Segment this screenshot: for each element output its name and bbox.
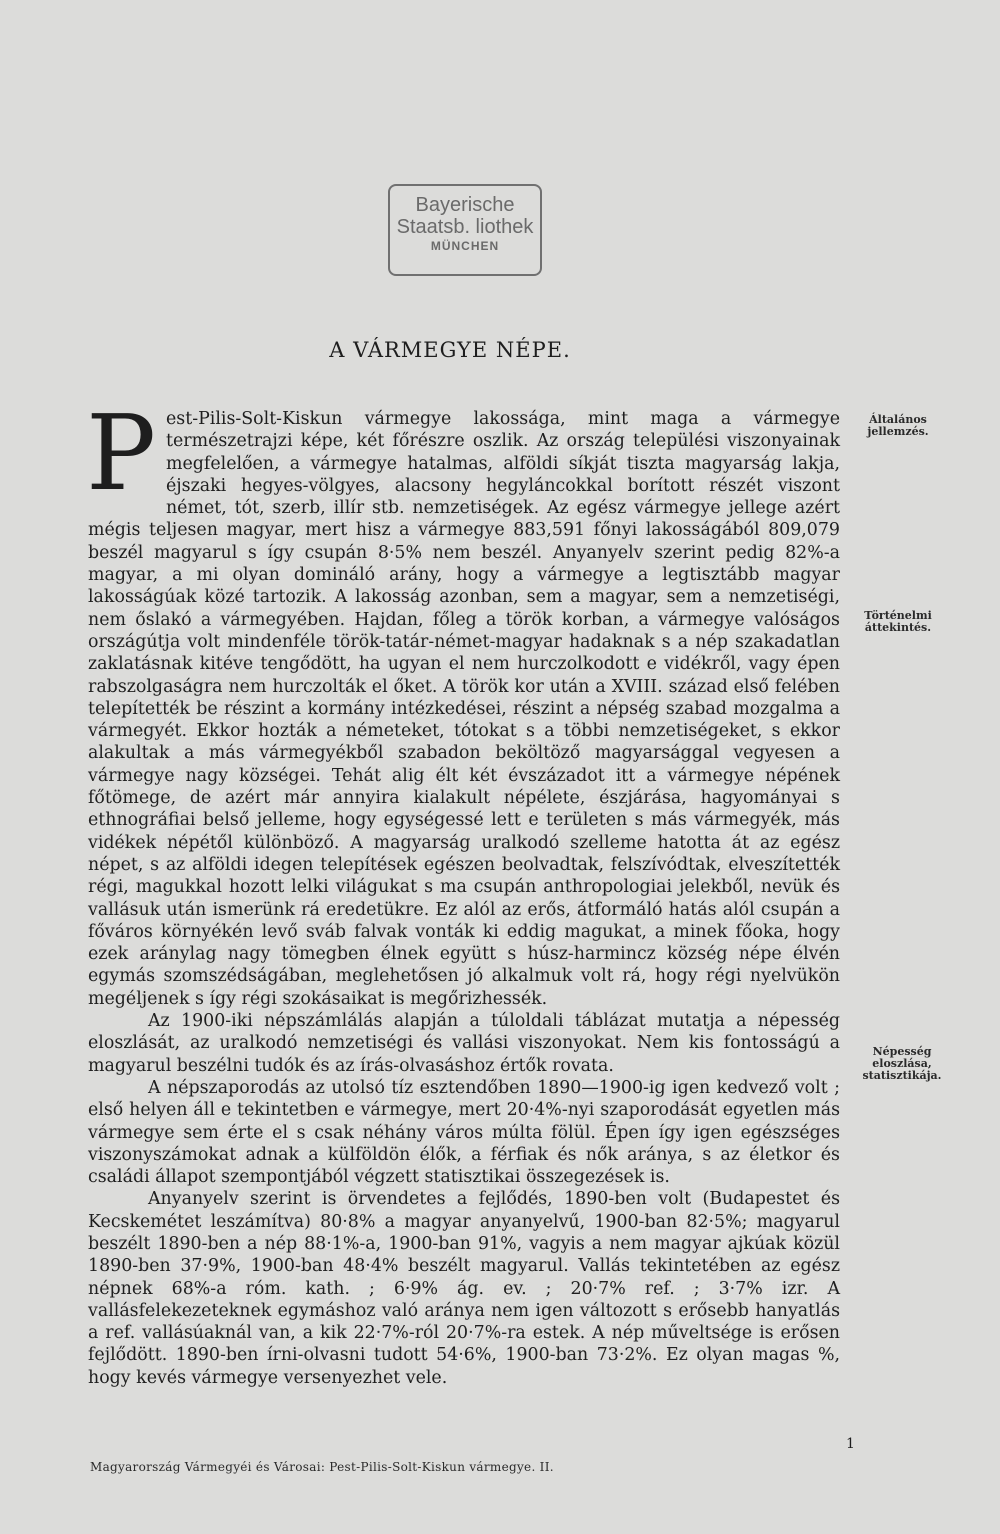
stamp-line-2: Staatsb. liothek xyxy=(396,216,534,238)
chapter-title: A VÁRMEGYE NÉPE. xyxy=(329,338,571,362)
margin-note-general: Általános jellemzés. xyxy=(867,413,929,438)
margin-note-population: Népesség eloszlása, statisztikája. xyxy=(862,1045,942,1082)
drop-cap: P xyxy=(86,392,156,514)
margin-note-history: Történelmi áttekintés. xyxy=(864,609,932,634)
page-number: 1 xyxy=(846,1436,855,1452)
footer-citation: Magyarország Vármegyéi és Városai: Pest-Pilis-Solt-Kiskun vármegye. II. xyxy=(90,1460,554,1474)
paragraph-1-text: est-Pilis-Solt-Kiskun vármegye lakossága, mint maga a vármegye természetrajzi képe, két főrészre oszlik. Az ország települési viszonyainak megfelelően, a vármegye hatalmas, alföldi síkját tiszta magyarság lakja, éjszaki hegyes-völgyes, alacsony hegyláncokkal borított részét viszont német, tót, szerb, illír stb. nemzetiségek. Az egész vármegye jellege azért mégis teljesen magyar, mert hisz a vármegye 883,591 főnyi lakosságából 809,079 beszél magyarul s így csupán 8·5% nem beszél. Anyanyelv szerint pedig 82%-a magyar, a mi olyan domináló arány, hogy a vármegye a legtisztább magyar lakosságúak közé tartozik. A lakosság azonban, sem a magyar, sem a nemzetiségi, nem őslakó a vármegyében. Hajdan, főleg a török korban, a vármegye valóságos országútja volt mindenféle török-tatár-német-magyar hadaknak s a nép szakadatlan zaklatásnak kitéve tengődött, ha ugyan el nem hurczolkodott e vidékről, vagy épen rabszolgaságra nem hurczolták el őket. A török kor után a XVIII. század első felében telepítették be részint a kormány intézkedései, részint a népség szabad mozgalma a vármegyét. Ekkor hozták a németeket, tótokat s a többi nemzetiségeket, s ekkor alakultak a más vármegyékből szabadon beköltöző magyarsággal vegyesen a vármegye nagy községei. Tehát alig élt két évszázadot itt a vármegye népének főtömege, de azért már annyira kialakult népélete, észjárása, hagyományai s ethnográfiai belső jelleme, hogy egységessé lett e területen s más vármegyék, más vidékek népétől különböző. A magyarság uralkodó szelleme hatotta át az egész népet, s az alföldi idegen telepítések egészen beolvadtak, felszívódtak, elveszítették régi, magukkal hozott lelki világukat s ma csupán anthropologiai jelekből, nevük és vallásuk után ismerünk rá eredetükre. Ez alól az erős, átformáló hatás alól csupán a főváros környékén levő sváb falvak vonták ki eddig magukat, a minek főoka, hogy ezek aránylag nagy tömegben élnek együtt s húsz-harmincz község népe élvén egymás szomszédságában, meglehetősen jó alkalmuk volt rá, hogy régi nyelvükön megéljenek s így régi szokásaikat is megőrizhessék. xyxy=(88,409,840,1009)
body-text xyxy=(86,392,840,1389)
paragraph-3: A népszaporodás az utolsó tíz esztendőben 1890—1900-ig igen kedvező volt ; első helyen áll e tekintetben e vármegye, mert 20·4%-nyi szaporodását egyetlen más vármegye sem érte el s csak néhány város múlta fölül. Épen így igen egészséges viszonyszámokat adnak a külföldön élők, a férfiak és nők aránya, s az életkor és családi állapot szempontjából végzett statisztikai összegezések is. xyxy=(88,1077,840,1188)
library-stamp xyxy=(388,184,542,276)
paragraph-1 xyxy=(86,392,840,1010)
paragraph-4: Anyanyelv szerint is örvendetes a fejlődés, 1890-ben volt (Budapestet és Kecskemétet leszámítva) 80·8% a magyar anyanyelvű, 1900-ban 82·5%; magyarul beszélt 1890-ben a nép 88·1%-a, 1900-ban 91%, vagyis a nem magyar ajkúak közül 1890-ben 37·9%, 1900-ban 48·4% beszélt magyarul. Vallás tekintetében az egész népnek 68%-a róm. kath. ; 6·9% ág. ev. ; 20·7% ref. ; 3·7% izr. A vallásfelekezeteknek egymáshoz való aránya nem igen változott s erősebb hanyatlás a ref. vallásúaknál van, a kik 22·7%-ról 20·7%-ra estek. A nép műveltsége is erősen fejlődött. 1890-ben írni-olvasni tudott 54·6%, 1900-ban 73·2%. Ez olyan magas %, hogy kevés vármegye versenyezhet vele. xyxy=(88,1189,840,1388)
stamp-line-1: Bayerische xyxy=(415,194,515,216)
paragraph-2: Az 1900-iki népszámlálás alapján a túloldali táblázat mutatja a népesség eloszlását, az uralkodó nemzetiségi és vallási viszonyokat. Nem kis fontosságú a magyarul beszélni tudók és az írás-olvasáshoz értők rovata. xyxy=(88,1011,840,1076)
stamp-line-3: MÜNCHEN xyxy=(430,239,500,253)
